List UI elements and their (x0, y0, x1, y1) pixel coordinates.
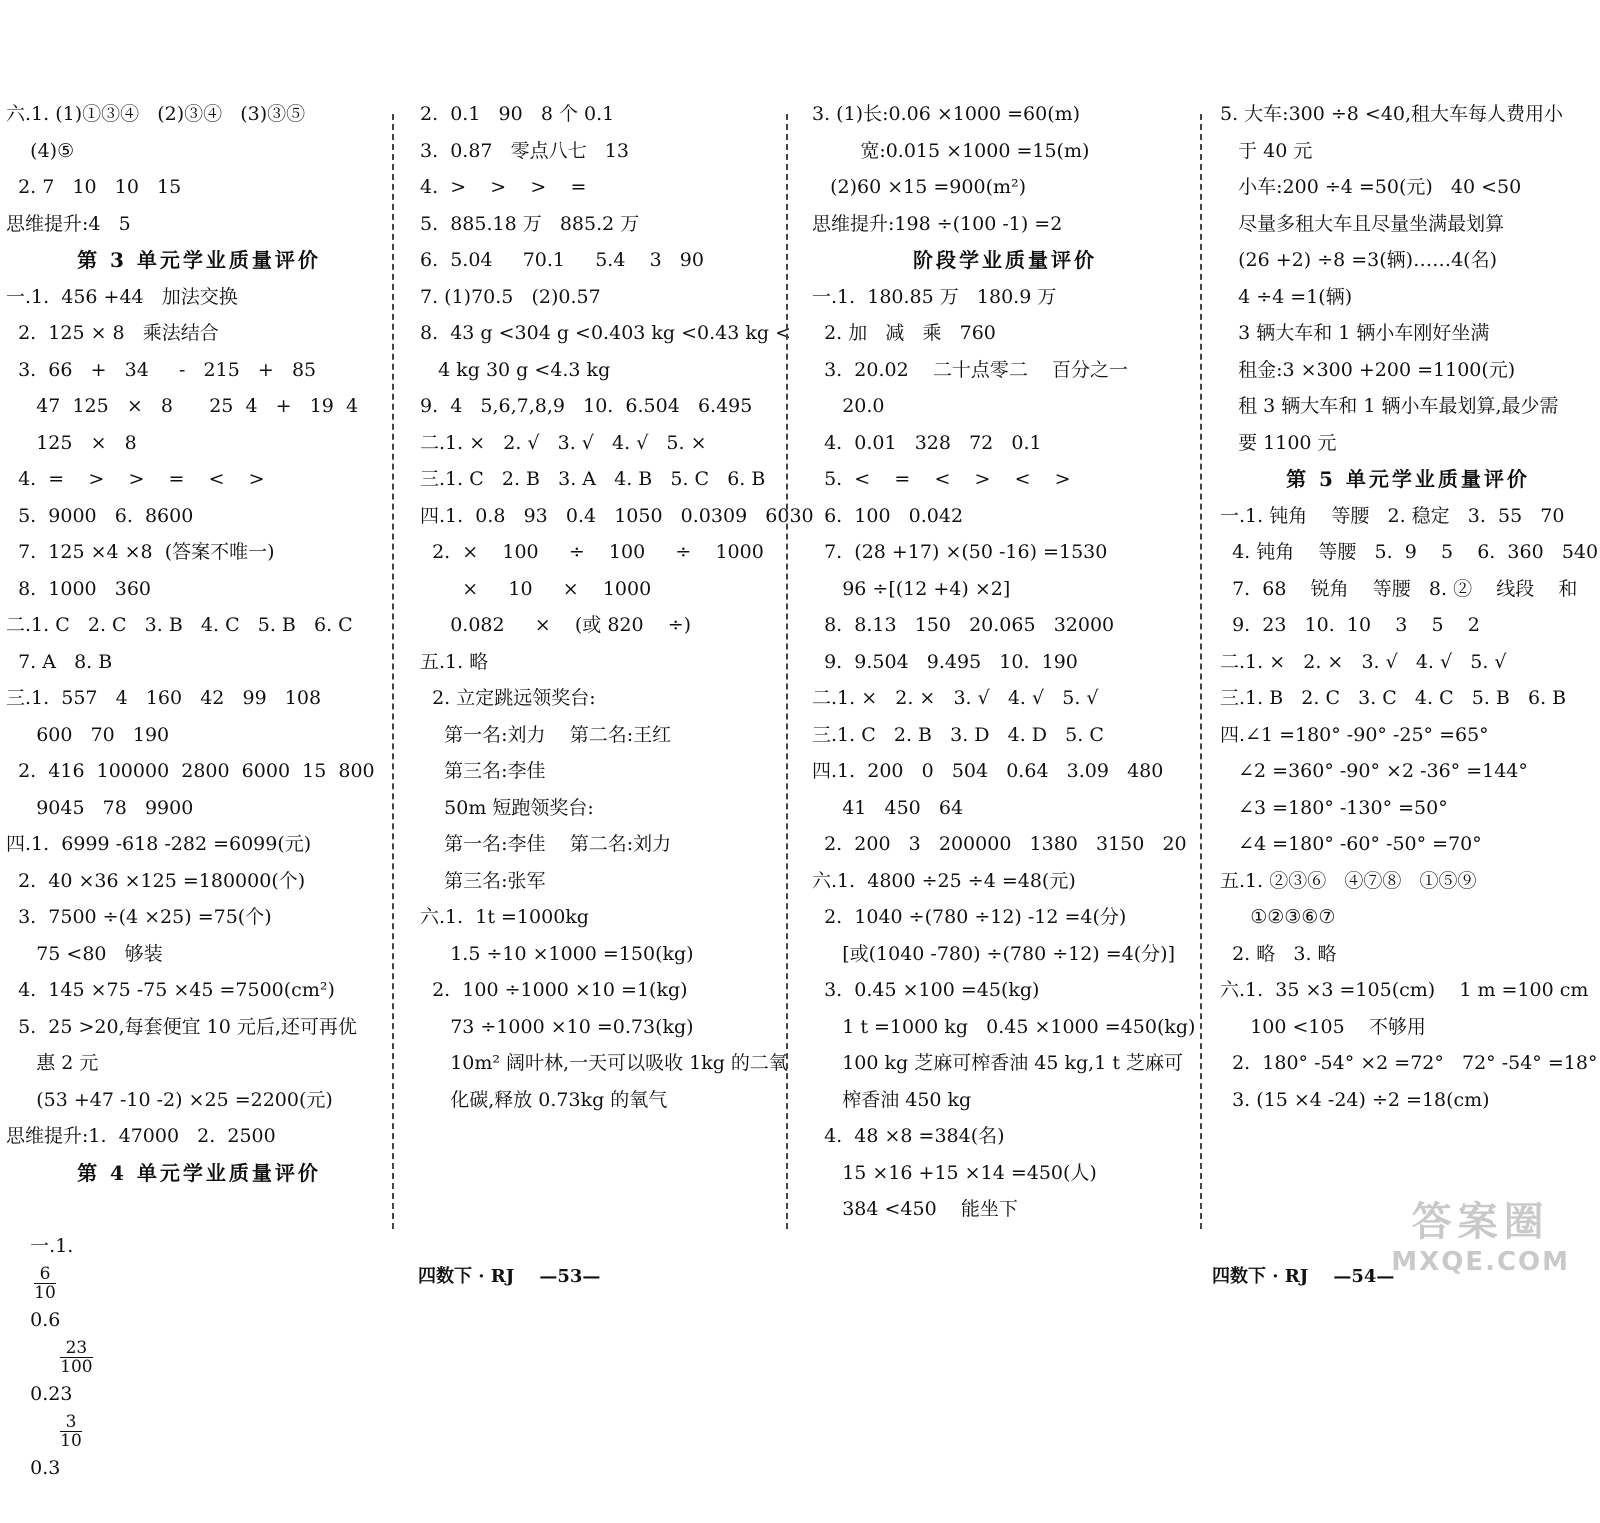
answer-line: 第三名:李佳 (420, 760, 546, 782)
answer-line: 7. (28 +17) ×(50 -16) =1530 (812, 541, 1108, 563)
answer-line: (4)⑤ (6, 139, 75, 162)
watermark-text: 答案圈 (1411, 1199, 1550, 1245)
answer-column-1 (6, 96, 392, 1479)
answer-line: 六.1. (1)①③④ (2)③④ (3)③⑤ (6, 103, 306, 125)
answer-line: 要 1100 元 (1220, 431, 1337, 454)
fraction-denominator: 10 (34, 1282, 56, 1303)
answer-line: 4. = > > = < > (6, 468, 265, 490)
answer-line: 4. 0.01 328 72 0.1 (812, 431, 1042, 454)
answer-line: 100 <105 不够用 (1220, 1015, 1426, 1038)
answer-line: 7. A 8. B (6, 650, 113, 673)
answer-line: [或(1040 -780) ÷(780 ÷12) =4(分)] (812, 942, 1175, 965)
answer-line: 8. 43 g <304 g <0.403 kg <0.43 kg < (420, 322, 792, 344)
answer-line: 41 450 64 (812, 796, 964, 819)
answer-line: 3. (15 ×4 -24) ÷2 =18(cm) (1220, 1088, 1490, 1111)
answer-line: 125 × 8 (6, 431, 137, 454)
answer-line: 3. 0.87 零点八七 13 (420, 139, 629, 162)
fraction-numerator: 23 (60, 1339, 92, 1358)
answer-column-2 (420, 96, 814, 1256)
answer-line: 2. 0.1 90 8 个 0.1 (420, 103, 615, 125)
answer-line: 6. 5.04 70.1 5.4 3 90 (420, 249, 704, 271)
answer-line: 5. 25 >20,每套便宜 10 元后,还可再优 (6, 1015, 357, 1038)
answer-line: 二.1. × 2. √ 3. √ 4. √ 5. × (420, 431, 707, 454)
answer-line: 一.1. 456 +44 加法交换 (6, 285, 238, 308)
answer-line: 2. 180° -54° ×2 =72° 72° -54° =18° (1220, 1052, 1598, 1074)
answer-line: 惠 2 元 (6, 1052, 99, 1074)
answer-line: 75 <80 够装 (6, 942, 163, 965)
answer-line: 六.1. 35 ×3 =105(cm) 1 m =100 cm (1220, 979, 1589, 1001)
answer-line: 五.1. 略 (420, 650, 489, 673)
answer-line: (53 +47 -10 -2) ×25 =2200(元) (6, 1088, 333, 1111)
answer-line: 2. 立定跳远领奖台: (420, 687, 596, 709)
fraction-denominator: 100 (60, 1356, 93, 1377)
answer-line: 5. < = < > < > (812, 468, 1071, 490)
column-divider (1200, 114, 1202, 1229)
answer-line: 73 ÷1000 ×10 =0.73(kg) (420, 1015, 694, 1038)
answer-line: 3. 20.02 二十点零二 百分之一 (812, 358, 1128, 381)
answer-line: 2. 416 100000 2800 6000 15 800 (6, 760, 375, 782)
answer-line: 7. 125 ×4 ×8 (答案不唯一) (6, 541, 275, 563)
answer-line: 三.1. 557 4 160 42 99 108 (6, 687, 322, 709)
decimal-value: 0.23 (30, 1382, 73, 1405)
answer-line: 租 3 辆大车和 1 辆小车最划算,最少需 (1220, 395, 1559, 417)
answer-line: 2. 200 3 200000 1380 3150 20 (812, 833, 1187, 855)
section-heading: 第 5 单元学业质量评价 (1286, 467, 1530, 491)
answer-line: 五.1. ②③⑥ ④⑦⑧ ①⑤⑨ (1220, 869, 1477, 892)
answer-line: 9045 78 9900 (6, 796, 194, 819)
answer-line: 3. 66 + 34 - 215 + 85 (6, 358, 317, 381)
answer-line: × 10 × 1000 (420, 577, 652, 600)
decimal-value: 0.6 (30, 1308, 61, 1331)
section-heading: 第 3 单元学业质量评价 (77, 248, 321, 272)
answer-line: 8. 8.13 150 20.065 32000 (812, 614, 1115, 636)
answer-line: 租金:3 ×300 +200 =1100(元) (1220, 358, 1516, 381)
answer-line: 第一名:李佳 第二名:刘力 (420, 833, 672, 855)
answer-line: 3. 0.45 ×100 =45(kg) (812, 979, 1040, 1001)
decimal-value: 0.3 (30, 1456, 61, 1479)
answer-column-3 (812, 96, 1198, 1256)
answer-line: 47 125 × 8 25 4 + 19 4 (6, 395, 359, 417)
answer-line: 10m² 阔叶林,一天可以吸收 1kg 的二氧 (420, 1052, 788, 1074)
answer-line: 思维提升:4 5 (6, 212, 131, 235)
answer-line: ∠2 =360° -90° ×2 -36° =144° (1220, 760, 1528, 782)
answer-line: 4. 钝角 等腰 5. 9 5 6. 360 540 (1220, 541, 1599, 563)
answer-line: 2. 加 减 乘 760 (812, 322, 996, 344)
answer-line-fractions (6, 1191, 392, 1479)
watermark (1391, 1190, 1570, 1277)
item-number: 一.1. (30, 1234, 74, 1257)
answer-line: 四.1. 0.8 93 0.4 1050 0.0309 6030 (420, 504, 814, 527)
answer-line: 4 kg 30 g <4.3 kg (420, 358, 611, 381)
fraction-numerator: 6 (34, 1265, 56, 1284)
answer-line: 15 ×16 +15 ×14 =450(人) (812, 1161, 1097, 1184)
answer-line: 50m 短跑领奖台: (420, 796, 594, 819)
answer-line: 384 <450 能坐下 (812, 1198, 1018, 1220)
answer-line: 宽:0.015 ×1000 =15(m) (812, 139, 1090, 162)
answer-line: 9. 4 5,6,7,8,9 10. 6.504 6.495 (420, 395, 753, 417)
fraction (34, 1265, 56, 1302)
answer-line: 7. 68 锐角 等腰 8. ② 线段 和 (1220, 577, 1578, 600)
answer-line: 尽量多租大车且尽量坐满最划算 (1220, 212, 1505, 235)
answer-line: 7. (1)70.5 (2)0.57 (420, 285, 601, 308)
answer-line: 二.1. × 2. × 3. √ 4. √ 5. √ (1220, 650, 1507, 673)
column-divider (786, 114, 788, 1229)
answer-line: 9. 23 10. 10 3 5 2 (1220, 614, 1480, 636)
answer-line: 二.1. C 2. C 3. B 4. C 5. B 6. C (6, 614, 353, 636)
fraction-numerator: 3 (60, 1413, 82, 1432)
answer-line: ∠4 =180° -60° -50° =70° (1220, 833, 1482, 855)
answer-line: 三.1. C 2. B 3. A 4. B 5. C 6. B (420, 468, 766, 490)
answer-line: 5. 885.18 万 885.2 万 (420, 212, 640, 235)
answer-line: 4. 48 ×8 =384(名) (812, 1125, 1005, 1147)
answer-line: 20.0 (812, 395, 885, 417)
answer-line: 2. 略 3. 略 (1220, 942, 1337, 965)
answer-line: ①②③⑥⑦ (1220, 906, 1336, 928)
answer-line: 3. (1)长:0.06 ×1000 =60(m) (812, 103, 1081, 125)
page-footer-right: 四数下 · RJ —54— (1212, 1266, 1395, 1287)
fraction (60, 1339, 92, 1376)
answer-line: 六.1. 4800 ÷25 ÷4 =48(元) (812, 869, 1076, 892)
answer-line: 6. 100 0.042 (812, 504, 964, 527)
answer-line: 第三名:张军 (420, 869, 546, 892)
answer-line: (26 +2) ÷8 =3(辆)……4(名) (1220, 249, 1498, 271)
section-heading: 阶段学业质量评价 (913, 248, 1097, 272)
answer-line: 1.5 ÷10 ×1000 =150(kg) (420, 942, 694, 965)
answer-line: 4. > > > = (420, 176, 587, 198)
answer-line: 四.∠1 =180° -90° -25° =65° (1220, 723, 1489, 746)
answer-line: 小车:200 ÷4 =50(元) 40 <50 (1220, 176, 1522, 198)
answer-line: 4. 145 ×75 -75 ×45 =7500(cm²) (6, 979, 335, 1001)
answer-line: 2. 125 × 8 乘法结合 (6, 322, 219, 344)
answer-line: 2. 40 ×36 ×125 =180000(个) (6, 869, 306, 892)
answer-line: 96 ÷[(12 +4) ×2] (812, 577, 1011, 600)
answer-line: 于 40 元 (1220, 139, 1313, 162)
answer-line: 一.1. 180.85 万 180.9 万 (812, 285, 1057, 308)
answer-line: 四.1. 6999 -618 -282 =6099(元) (6, 833, 312, 855)
fraction (60, 1413, 82, 1450)
section-heading: 第 4 单元学业质量评价 (77, 1160, 321, 1185)
answer-line: 5. 9000 6. 8600 (6, 504, 194, 527)
answer-line: 100 kg 芝麻可榨香油 45 kg,1 t 芝麻可 (812, 1052, 1183, 1074)
answer-line: 六.1. 1t =1000kg (420, 906, 589, 928)
answer-line: 9. 9.504 9.495 10. 190 (812, 650, 1078, 673)
answer-line: 600 70 190 (6, 723, 170, 746)
answer-line: 3. 7500 ÷(4 ×25) =75(个) (6, 906, 272, 928)
answer-line: (2)60 ×15 =900(m²) (812, 176, 1027, 198)
column-divider (392, 114, 394, 1229)
answer-line: 第一名:刘力 第二名:王红 (420, 723, 672, 746)
answer-line: 一.1. 钝角 等腰 2. 稳定 3. 55 70 (1220, 504, 1565, 527)
answer-line: 8. 1000 360 (6, 577, 152, 600)
answer-line: ∠3 =180° -130° =50° (1220, 796, 1448, 819)
answer-line: 二.1. × 2. × 3. √ 4. √ 5. √ (812, 687, 1099, 709)
fraction-denominator: 10 (60, 1430, 82, 1451)
answer-line: 三.1. C 2. B 3. D 4. D 5. C (812, 723, 1104, 746)
answer-column-4 (1220, 96, 1599, 1256)
answer-line: 榨香油 450 kg (812, 1088, 972, 1111)
answer-line: 化碳,释放 0.73kg 的氧气 (420, 1088, 668, 1111)
answer-line: 5. 大车:300 ÷8 <40,租大车每人费用小 (1220, 103, 1564, 125)
answer-line: 四.1. 200 0 504 0.64 3.09 480 (812, 760, 1164, 782)
page-footer-left: 四数下 · RJ —53— (418, 1266, 601, 1287)
answer-line: 2. 1040 ÷(780 ÷12) -12 =4(分) (812, 906, 1127, 928)
answer-line: 思维提升:198 ÷(100 -1) =2 (812, 212, 1063, 235)
answer-line: 3 辆大车和 1 辆小车刚好坐满 (1220, 322, 1490, 344)
answer-line: 2. 100 ÷1000 ×10 =1(kg) (420, 979, 688, 1001)
answer-line: 1 t =1000 kg 0.45 ×1000 =450(kg) (812, 1015, 1196, 1038)
answer-line: 0.082 × (或 820 ÷) (420, 614, 692, 636)
answer-line: 2. × 100 ÷ 100 ÷ 1000 (420, 541, 764, 563)
answer-line: 思维提升:1. 47000 2. 2500 (6, 1125, 276, 1147)
answer-line: 4 ÷4 =1(辆) (1220, 285, 1353, 308)
answer-line: 2. 7 10 10 15 (6, 176, 182, 198)
answer-line: 三.1. B 2. C 3. C 4. C 5. B 6. B (1220, 687, 1567, 709)
watermark-url: MXQE.COM (1391, 1247, 1570, 1277)
